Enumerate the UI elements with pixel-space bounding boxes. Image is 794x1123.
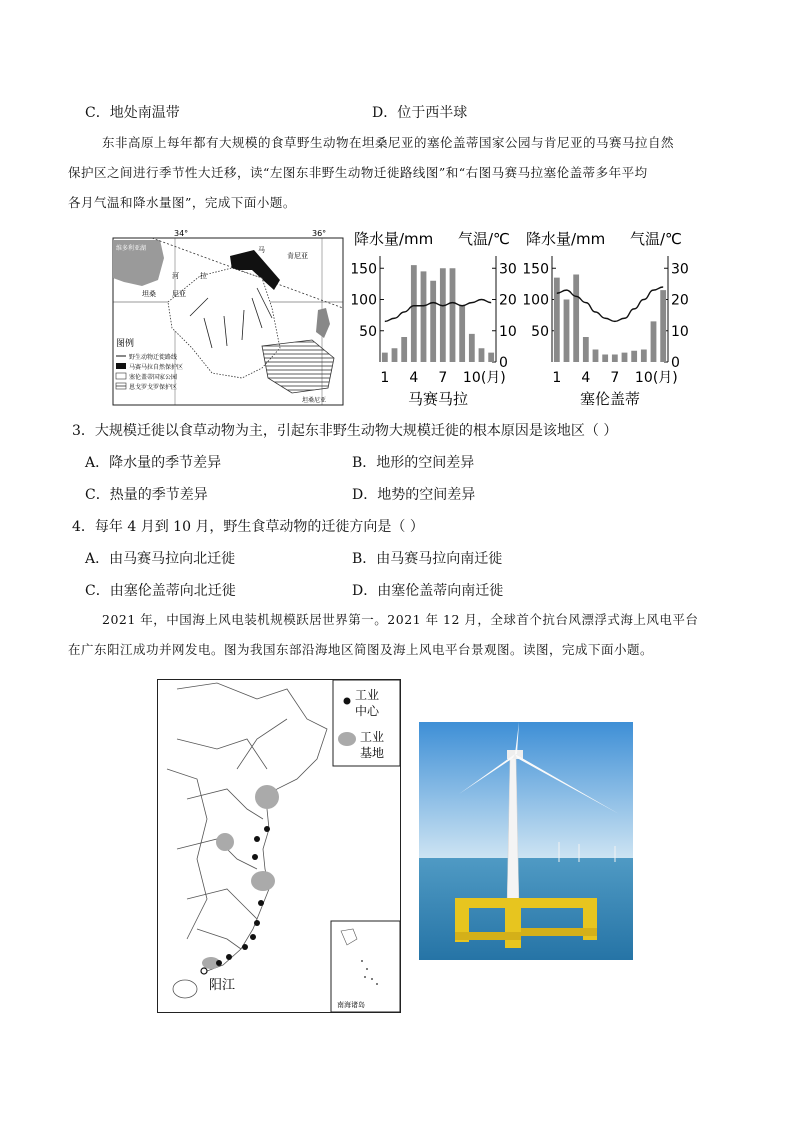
chart1-ytick-label-0: 150	[524, 261, 549, 278]
chart0-bar-8	[450, 268, 456, 362]
chart1-ytick-label-2: 50	[531, 323, 549, 340]
place-niya: 尼亚	[172, 290, 186, 298]
legend-title: 图例	[116, 339, 135, 349]
place-la: 拉	[200, 272, 207, 280]
chart0-xtick-label-3: 10	[462, 370, 481, 386]
china-coast-map	[157, 679, 401, 1013]
place-ma: 马	[258, 246, 265, 254]
migration-map	[112, 228, 344, 406]
place-tanzania-bottom: 坦桑尼亚	[302, 397, 327, 404]
option-c-top: C．地处南温带	[85, 105, 180, 121]
chart1-xtick-label-1: 4	[581, 370, 591, 386]
chart0-bar-2	[392, 348, 398, 362]
chart0-xlabel-suffix: (月)	[480, 370, 506, 386]
chart1-bar-8	[622, 353, 628, 362]
q4-option-a[interactable]: A．由马赛马拉向北迁徙	[85, 551, 236, 567]
chart1-y2tick-label-3: 0	[671, 355, 680, 371]
legend-ngorongoro: 恩戈罗戈罗保护区	[129, 384, 178, 391]
chart0-xtick-label-2: 7	[438, 370, 448, 386]
chart0-title: 马赛马拉	[407, 390, 469, 408]
question-4-stem: 4．每年 4 月到 10 月，野生食草动物的迁徙方向是（ ）	[72, 519, 424, 535]
inset-label: 南海诸岛	[337, 1001, 365, 1009]
place-kenya: 肯尼亚	[287, 252, 308, 260]
chart1-bar-12	[660, 290, 666, 362]
chart0-bar-4	[411, 265, 417, 362]
q3-option-b[interactable]: B．地形的空间差异	[352, 455, 475, 471]
q3-option-d[interactable]: D．地势的空间差异	[352, 487, 476, 503]
chart1-y2tick-label-0: 30	[671, 261, 689, 278]
chart0-xtick-label-1: 4	[409, 370, 419, 386]
chart0-bar-11	[479, 348, 485, 362]
legend-serengeti: 塞伦盖蒂国家公园	[129, 374, 178, 381]
chart1-xtick-label-3: 10	[634, 370, 653, 386]
chart1-temperature-line	[557, 287, 663, 321]
legend-route: 野生动物迁徙路线	[129, 354, 178, 361]
chart0-y2tick-label-2: 10	[499, 323, 517, 340]
legend-area-line1: 工业	[360, 730, 385, 744]
chart0-ylabel: 降水量/mm	[354, 230, 434, 248]
chart1-bar-9	[631, 351, 637, 362]
chart1-title: 塞伦盖蒂	[579, 390, 641, 408]
option-d-top: D．位于西半球	[372, 105, 468, 121]
legend-area-line2: 基地	[360, 746, 385, 760]
q3-option-c[interactable]: C．热量的季节差异	[85, 487, 208, 503]
chart0-bar-9	[459, 306, 465, 362]
place-tanzania-left: 坦桑	[142, 290, 156, 298]
chart1-bar-5	[593, 350, 599, 363]
chart0-y2tick-label-3: 0	[499, 355, 508, 371]
legend-dot-icon	[344, 698, 351, 705]
offshore-wind-photo	[419, 722, 633, 960]
q4-option-d[interactable]: D．由塞伦盖蒂向南迁徙	[352, 583, 504, 599]
chart1-bar-10	[641, 350, 647, 363]
intro-paragraph-2-cont: 在广东阳江成功并网发电。图为我国东部沿海地区简图及海上风电平台景观图。读图，完成下面小题。	[68, 642, 654, 657]
chart1-bar-3	[573, 275, 579, 363]
question-3-stem: 3．大规模迁徙以食草动物为主，引起东非野生动物大规模迁徙的根本原因是该地区（ ）	[72, 423, 618, 439]
chart1-xtick-label-0: 1	[552, 370, 562, 386]
chart0-bar-10	[469, 334, 475, 362]
chart0-y2tick-label-0: 30	[499, 261, 517, 278]
chart0-temperature-line	[385, 300, 491, 322]
chart1-bar-11	[651, 321, 657, 362]
chart0-bar-1	[382, 353, 388, 362]
q4-option-c[interactable]: C．由塞伦盖蒂向北迁徙	[85, 583, 236, 599]
intro-paragraph-2: 2021 年，中国海上风电装机规模跃居世界第一。2021 年 12 月，全球首个抗台风漂浮式海上风电平台	[102, 612, 699, 627]
chart0-bar-5	[421, 271, 427, 362]
chart1-y2label: 气温/℃	[630, 230, 682, 248]
chart1-y2tick-label-1: 20	[671, 292, 689, 309]
chart1-xlabel-suffix: (月)	[652, 370, 678, 386]
chart0-bar-7	[440, 268, 446, 362]
legend-area-icon	[338, 732, 356, 746]
chart0-bar-6	[430, 281, 436, 362]
chart1-bar-7	[612, 355, 618, 363]
lon-label-34: 34°	[174, 229, 189, 238]
chart0-bar-12	[488, 353, 494, 362]
chart1-bar-2	[564, 300, 570, 363]
legend-dot-line2: 中心	[355, 704, 380, 718]
q4-option-b[interactable]: B．由马赛马拉向南迁徙	[352, 551, 503, 567]
chart0-ytick-label-0: 150	[352, 261, 377, 278]
chart-masai-mara	[352, 224, 524, 408]
chart1-bar-4	[583, 337, 589, 362]
legend-dot-line1: 工业	[355, 688, 380, 702]
chart0-ytick-label-1: 100	[352, 292, 377, 309]
intro-paragraph-1-cont: 保护区之间进行季节性大迁移，读“左图东非野生动物迁徙路线图”和“右图马赛马拉塞伦盖蒂多年平均 各月气温和降水量图”，完成下面小题。	[68, 165, 648, 210]
chart1-bar-6	[602, 355, 608, 363]
intro-paragraph-1: 东非高原上每年都有大规模的食草野生动物在坦桑尼亚的塞伦盖蒂国家公园与肯尼亚的马赛马拉自然	[102, 135, 675, 150]
chart0-bar-3	[401, 337, 407, 362]
chart1-ytick-label-1: 100	[524, 292, 549, 309]
legend-mara: 马赛马拉自然保护区	[129, 364, 184, 371]
chart1-y2tick-label-2: 10	[671, 323, 689, 340]
chart-serengeti	[524, 224, 696, 408]
lon-label-36: 36°	[312, 229, 327, 238]
chart1-bar-1	[554, 278, 560, 362]
place-yangjiang: 阳江	[209, 978, 236, 993]
chart0-xtick-label-0: 1	[380, 370, 390, 386]
chart0-ytick-label-2: 50	[359, 323, 377, 340]
place-victoria: 维多利亚湖	[116, 245, 147, 252]
chart0-y2label: 气温/℃	[458, 230, 510, 248]
chart0-y2tick-label-1: 20	[499, 292, 517, 309]
chart1-ylabel: 降水量/mm	[526, 230, 606, 248]
q3-option-a[interactable]: A．降水量的季节差异	[85, 455, 222, 471]
place-he: 河	[172, 272, 179, 280]
chart1-xtick-label-2: 7	[610, 370, 620, 386]
